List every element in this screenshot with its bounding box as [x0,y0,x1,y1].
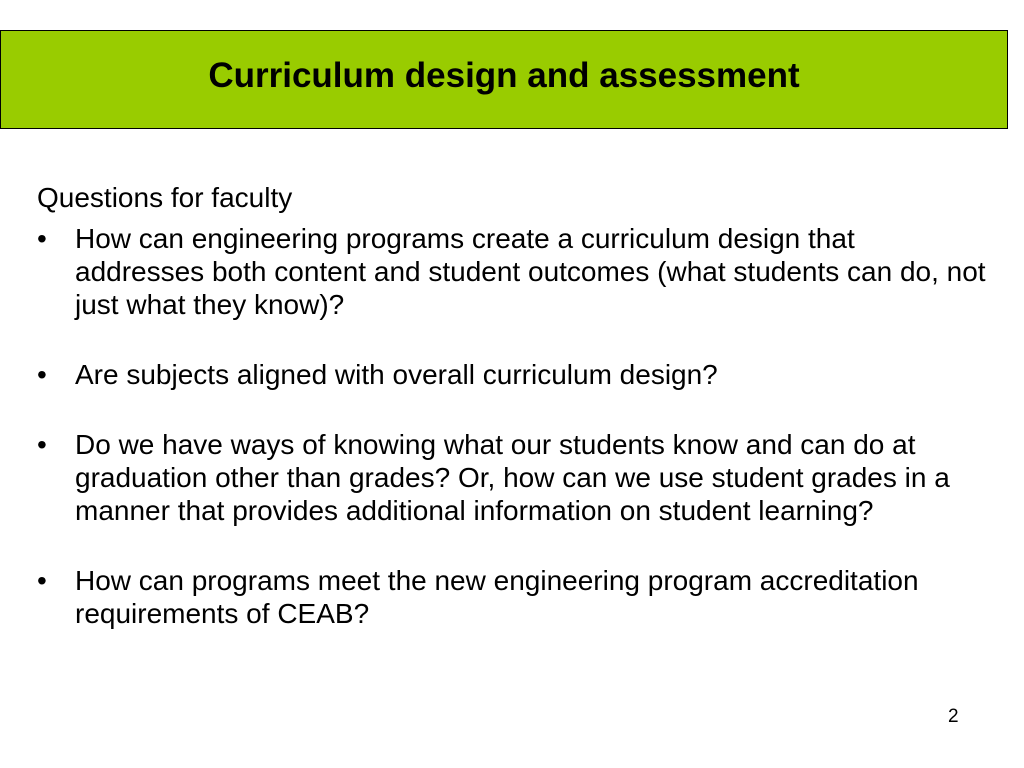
bullet-text: How can programs meet the new engineering program accreditation requirements of CEAB? [75,565,919,629]
bullet-item [37,428,987,527]
title-banner [0,30,1008,129]
bullet-icon: • [37,223,47,254]
page-number: 2 [948,706,959,727]
slide-title: Curriculum design and assessment [208,55,800,95]
bullet-list [37,222,987,630]
bullet-item [37,358,987,391]
bullet-text: Do we have ways of knowing what our students know and can do at graduation other than grades? Or, how can we use student grades in a manner that provides additional information on student learning? [75,429,950,526]
bullet-item [37,222,987,321]
bullet-text: Are subjects aligned with overall curriculum design? [75,359,718,390]
bullet-text: How can engineering programs create a curriculum design that addresses both content and student outcomes (what students can do, not just what they know)? [75,223,986,320]
bullet-icon: • [37,359,47,390]
slide-content [37,181,987,667]
bullet-icon: • [37,565,47,596]
intro-text: Questions for faculty [37,182,293,213]
bullet-icon: • [37,429,47,460]
bullet-item [37,564,987,630]
